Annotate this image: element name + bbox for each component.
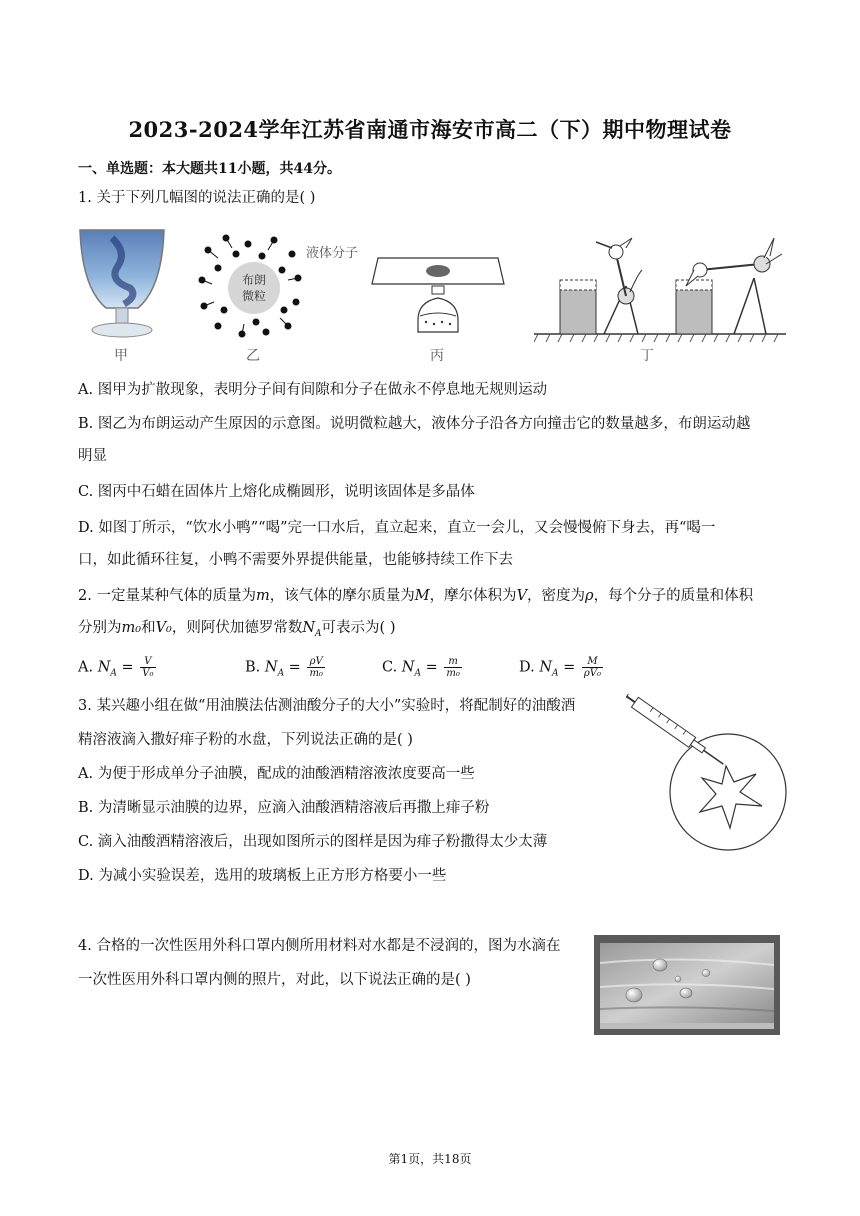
page-footer: 第1页，共18页 [388,1152,472,1166]
q4-stem-line1: 4. 合格的一次性医用外科口罩内侧所用材料对水都是不浸润的，图为水滴在 [78,938,561,954]
q1-stem: 1. 关于下列几幅图的说法正确的是( ) [78,190,316,206]
q1-option-d-line1: D. 如图丁所示，“饮水小鸭”“喝”完一口水后，直立起来，直立一会儿，又会慢慢俯下身去，再“喝一 [78,520,716,536]
figure-ding-drinking-bird [534,234,786,346]
q2-option-b: B. $N_A$ = $\frac{\rho V}{\text{m₀}}$ [245,656,323,679]
figure-label-yi: 乙 [246,348,260,364]
q2-stem-line1: 2. 一定量某种气体的质量为m，该气体的摩尔质量为M，摩尔体积为V，密度为ρ，每个分子的质量和体积 [78,588,754,604]
page-title: 2023-2024学年江苏省南通市海安市高二（下）期中物理试卷 [128,117,732,142]
q3-option-d: D. 为减小实验误差，选用的玻璃板上正方形方格要小一些 [78,868,447,884]
section-heading: 一、单选题：本大题共11小题，共44分。 [78,161,341,177]
q1-option-b-line2: 明显 [78,448,107,464]
q2-option-d: D. $N_A$ = $\frac{M}{\text{ρV₀}}$ [519,656,601,679]
q2-option-c: C. $N_A$ = $\frac{m}{\text{m₀}}$ [382,656,460,679]
figure-oil-film-syringe [626,694,788,864]
q2-stem-line2: 分别为m₀和V₀，则阿伏加德罗常数$N_A$可表示为( ) [78,620,396,639]
figure-mask-water-droplets [594,935,780,1035]
q1-option-a: A. 图甲为扩散现象，表明分子间有间隙和分子在做永不停息地无规则运动 [78,382,548,398]
q3-stem-line2: 精溶液滴入撒好痱子粉的水盘，下列说法正确的是( ) [78,732,413,748]
figure-label-ding: 丁 [640,348,654,364]
figure-bing-wax [370,250,506,346]
q4-stem-line2: 一次性医用外科口罩内侧的照片，对此，以下说法正确的是( ) [78,972,471,988]
q2-option-a: A. $N_A$ = $\frac{V}{\text{V₀}}$ [78,656,154,679]
figure-yi-brownian [196,230,306,340]
figure-jia-diffusion [72,226,172,344]
q1-option-b-line1: B. 图乙为布朗运动产生原因的示意图。说明微粒越大，液体分子沿各方向撞击它的数量越多，布朗运动越 [78,416,751,432]
q1-option-d-line2: 口，如此循环往复，小鸭不需要外界提供能量，也能够持续工作下去 [78,552,513,568]
figure-label-jia: 甲 [114,348,128,364]
figure-label-bing: 丙 [430,348,444,364]
q3-option-a: A. 为便于形成单分子油膜，配成的油酸酒精溶液浓度要高一些 [78,766,475,782]
particle-label-line1: 布朗 [241,273,267,287]
q3-stem-line1: 3. 某兴趣小组在做“用油膜法估测油酸分子的大小”实验时，将配制好的油酸酒 [78,698,576,714]
q3-option-c: C. 滴入油酸酒精溶液后，出现如图所示的图样是因为痱子粉撒得太少太薄 [78,834,548,850]
q1-option-c: C. 图丙中石蜡在固体片上熔化成椭圆形，说明该固体是多晶体 [78,484,475,500]
liquid-molecule-label: 液体分子 [306,246,359,261]
q3-option-b: B. 为清晰显示油膜的边界，应滴入油酸酒精溶液后再撒上痱子粉 [78,800,490,816]
particle-label-line2: 微粒 [241,289,267,303]
